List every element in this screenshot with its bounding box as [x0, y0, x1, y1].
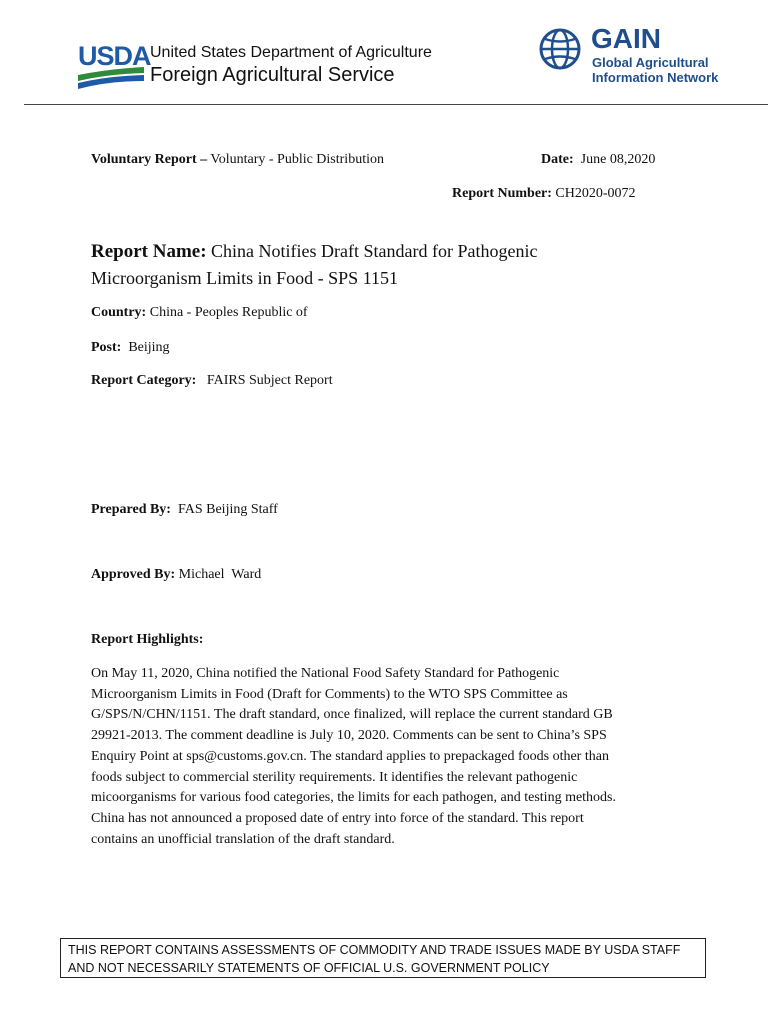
country-line	[91, 304, 308, 322]
header-divider	[24, 104, 768, 105]
approved-by-label: Approved By:	[91, 567, 176, 582]
country-value: China - Peoples Republic of	[146, 305, 308, 320]
voluntary-report-line	[91, 151, 384, 169]
gain-tagline-1: Global Agricultural	[592, 55, 709, 70]
post-line	[91, 339, 170, 357]
highlights-line: 29921-2013. The comment deadline is July 10, 2020. Comments can be sent to China’s SPS	[91, 728, 607, 744]
report-category-value: FAIRS Subject Report	[196, 373, 333, 388]
voluntary-label: Voluntary Report –	[91, 152, 208, 167]
prepared-by-value: FAS Beijing Staff	[170, 502, 278, 517]
post-value: Beijing	[121, 340, 170, 355]
usda-logo-text: USDA	[78, 41, 151, 71]
report-number-value: CH2020-0072	[551, 186, 636, 201]
disclaimer-box	[60, 938, 706, 978]
country-label: Country:	[91, 305, 147, 320]
report-number-line	[452, 185, 636, 203]
prepared-by-label: Prepared By:	[91, 502, 171, 517]
date-line	[541, 151, 655, 169]
voluntary-value: Voluntary - Public Distribution	[207, 152, 384, 167]
disclaimer-line-2: AND NOT NECESSARILY STATEMENTS OF OFFICIAL U.S. GOVERNMENT POLICY	[68, 961, 550, 975]
report-name	[91, 238, 651, 291]
highlights-line: Enquiry Point at sps@customs.gov.cn. The standard applies to prepackaged foods other than	[91, 748, 609, 764]
prepared-by-line	[91, 501, 278, 519]
approved-by-value: Michael Ward	[175, 567, 262, 582]
report-name-value: China Notifies Draft Standard for Pathogenic Microorganism Limits in Food - SPS 1151	[91, 241, 538, 288]
disclaimer-line-1: THIS REPORT CONTAINS ASSESSMENTS OF COMMODITY AND TRADE ISSUES MADE BY USDA STAFF	[68, 943, 681, 957]
highlights-heading	[91, 631, 203, 649]
gain-tagline-2: Information Network	[592, 70, 719, 85]
agency-subname: Foreign Agricultural Service	[150, 64, 395, 86]
highlights-body	[91, 664, 681, 850]
highlights-line: contains an unofficial translation of the draft standard.	[91, 831, 395, 847]
highlights-line: On May 11, 2020, China notified the National Food Safety Standard for Pathogenic	[91, 666, 560, 681]
highlights-label: Report Highlights:	[91, 632, 204, 647]
highlights-line: foods subject to commercial sterility requirements. It identifies the relevant pathogenic	[91, 769, 578, 785]
usda-logo	[78, 41, 151, 92]
approved-by-line	[91, 566, 261, 584]
report-number-label: Report Number:	[452, 186, 552, 201]
report-category-line	[91, 372, 333, 390]
highlights-line: China has not announced a proposed date of entry into force of the standard. This report	[91, 810, 584, 826]
highlights-line: Microorganism Limits in Food (Draft for Comments) to the WTO SPS Committee as	[91, 686, 568, 702]
report-category-label: Report Category:	[91, 373, 197, 388]
report-name-label: Report Name:	[91, 241, 207, 262]
date-value: June 08,2020	[573, 152, 656, 167]
post-label: Post:	[91, 340, 122, 355]
usda-swoosh-icon	[78, 67, 144, 91]
agency-name: United States Department of Agriculture	[150, 44, 432, 61]
gain-logo-text: GAIN	[591, 23, 661, 54]
globe-icon	[539, 28, 581, 70]
date-label: Date:	[541, 152, 574, 167]
highlights-line: micoorganisms for various food categories, the limits for each pathogen, and testing methods.	[91, 790, 617, 806]
highlights-line: G/SPS/N/CHN/1151. The draft standard, once finalized, will replace the current standard GB	[91, 707, 613, 723]
